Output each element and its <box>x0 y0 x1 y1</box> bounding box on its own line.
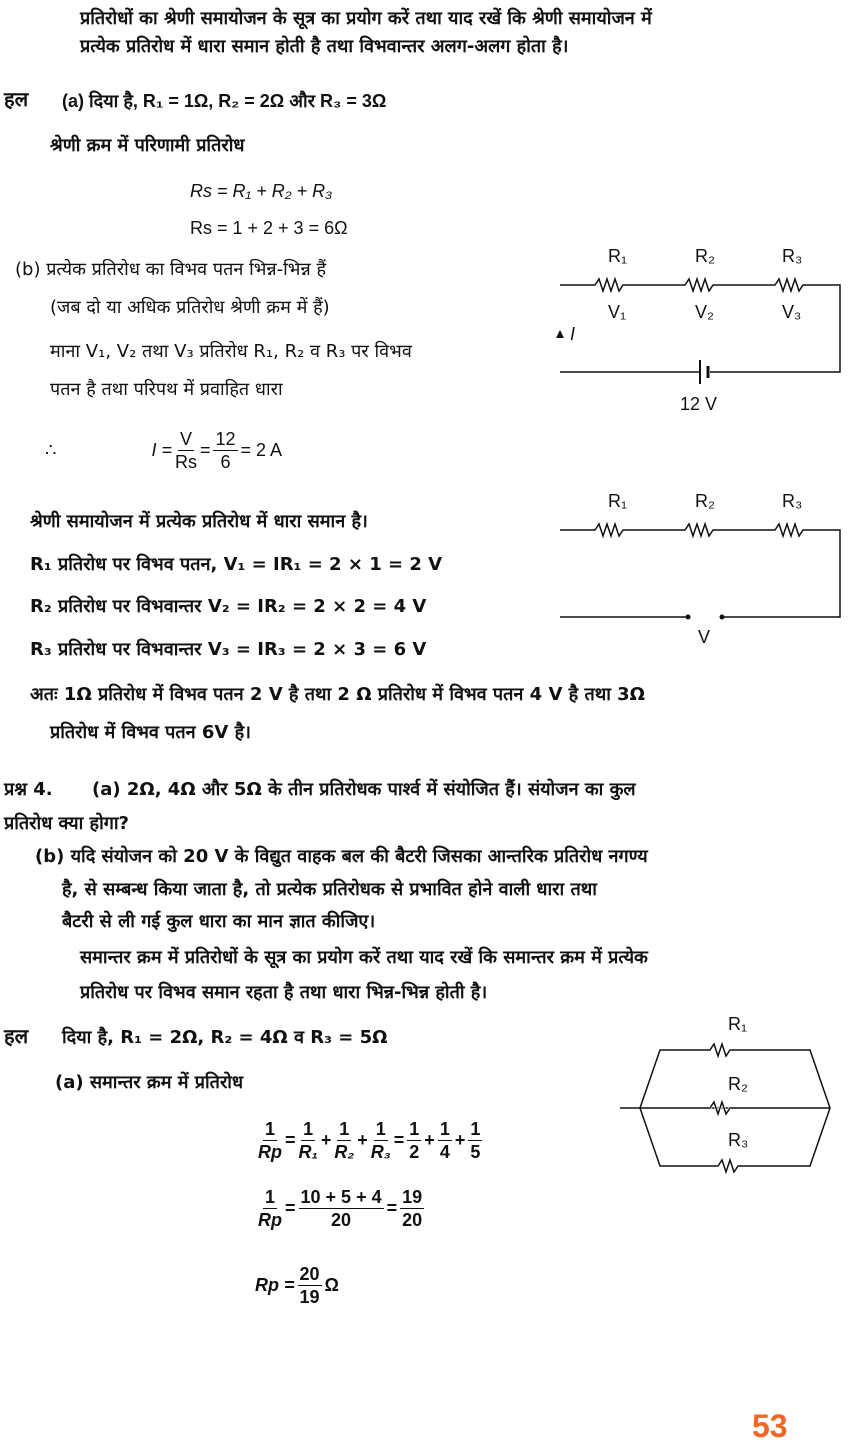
text-line: पतन है तथा परिपथ में प्रवाहित धारा <box>50 379 283 400</box>
den: Rs <box>174 451 197 472</box>
num: 1 <box>303 1118 314 1139</box>
equation: Rs = R₁ + R₂ + R₃ <box>190 181 333 201</box>
den: 20 <box>331 1209 352 1230</box>
tip-line: प्रतिरोध पर विभव समान रहता है तथा धारा भिन्न-भिन्न होती है। <box>80 982 488 1003</box>
num: 1 <box>264 1186 275 1207</box>
den: Rp <box>258 1141 282 1162</box>
lhs: I = <box>151 440 172 460</box>
question-text: बैटरी से ली गई कुल धारा का मान ज्ञात कीजिए। <box>62 911 376 932</box>
v1-line: R₁ प्रतिरोध पर विभव पतन, V₁ = IR₁ = 2 × 1 = 2 V <box>30 554 443 575</box>
r2-label: R₂ <box>695 246 715 266</box>
num: 1 <box>339 1118 350 1139</box>
equation: Rs = 1 + 2 + 3 = 6Ω <box>190 218 348 238</box>
r1-label: R₁ <box>608 246 628 266</box>
plus: + <box>357 1130 368 1150</box>
eq: = <box>199 440 211 460</box>
den: Rp <box>258 1209 282 1230</box>
given-values: दिया है, R₁ = 2Ω, R₂ = 4Ω व R₃ = 5Ω <box>62 1027 388 1048</box>
v3-line: R₃ प्रतिरोध पर विभवान्तर V₃ = IR₃ = 2 × 3 = 6 V <box>30 639 427 660</box>
text-line: माना V₁, V₂ तथा V₃ प्रतिरोध R₁, R₂ व R₃ पर विभव <box>50 341 412 362</box>
conclusion-line: प्रतिरोध में विभव पतन 6V है। <box>50 722 251 743</box>
text-line: (जब दो या अधिक प्रतिरोध श्रेणी क्रम में हैं) <box>50 297 330 318</box>
r1-label: R₁ <box>608 491 628 511</box>
num: 1 <box>439 1118 450 1139</box>
question-text: है, से सम्बन्ध किया जाता है, तो प्रत्येक प्रतिरोधक से प्रभावित होने वाली धारा तथा <box>62 879 597 900</box>
r3-label: R₃ <box>728 1130 749 1150</box>
conclusion-line: अतः 1Ω प्रतिरोध में विभव पतन 2 V है तथा 2 Ω प्रतिरोध में विभव पतन 4 V है तथा 3Ω <box>30 684 645 705</box>
question-text: (a) 2Ω, 4Ω और 5Ω के तीन प्रतिरोधक पार्श्व में संयोजित हैं। संयोजन का कुल <box>92 779 636 800</box>
r3-label: R₃ <box>782 246 803 266</box>
num: V <box>179 428 192 449</box>
voltmeter-label: V <box>698 627 711 647</box>
eq: = <box>393 1130 405 1150</box>
num: 1 <box>470 1118 481 1139</box>
text-line: (b) प्रत्येक प्रतिरोध का विभव पतन भिन्न-भिन्न हैं <box>15 259 327 280</box>
heading: श्रेणी क्रम में परिणामी प्रतिरोध <box>50 135 245 156</box>
solution-label: हल <box>4 87 29 111</box>
series-circuit-with-voltmeter <box>550 485 850 650</box>
num: 12 <box>215 428 236 449</box>
num: 1 <box>375 1118 386 1139</box>
v1-label: V₁ <box>608 302 627 322</box>
eq: = <box>285 1198 296 1218</box>
r2-label: R₂ <box>728 1074 748 1094</box>
num: 19 <box>402 1186 423 1207</box>
r3-label: R₃ <box>782 491 803 511</box>
solution-label: हल <box>4 1024 29 1048</box>
plus: + <box>424 1130 435 1150</box>
result: = 2 A <box>240 440 283 460</box>
num: 1 <box>264 1118 275 1139</box>
eq: = <box>285 1130 296 1150</box>
battery-label: 12 V <box>680 394 718 414</box>
plus: + <box>320 1130 332 1150</box>
series-circuit-with-battery <box>550 240 850 420</box>
num: 10 + 5 + 4 <box>300 1186 382 1207</box>
den: 2 <box>409 1141 420 1162</box>
eq: = <box>386 1198 398 1218</box>
den: 20 <box>402 1209 423 1230</box>
r1-label: R₁ <box>728 1014 748 1034</box>
v3-label: V₃ <box>782 302 802 322</box>
den: 4 <box>439 1141 450 1162</box>
tip-line: प्रतिरोधों का श्रेणी समायोजन के सूत्र का प्रयोग करें तथा याद रखें कि श्रेणी समायोजन में <box>80 8 652 29</box>
tip-line: प्रत्येक प्रतिरोध में धारा समान होती है तथा विभवान्तर अलग-अलग होता है। <box>80 36 569 57</box>
plus: + <box>454 1130 466 1150</box>
parallel-equation-2 <box>255 1178 427 1238</box>
r2-label: R₂ <box>695 491 715 511</box>
tip-line: समान्तर क्रम में प्रतिरोधों के सूत्र का प्रयोग करें तथा याद रखें कि समान्तर क्रम में प्रत्येक <box>80 947 648 968</box>
den: R₁ <box>298 1141 318 1162</box>
heading: (a) समान्तर क्रम में प्रतिरोध <box>55 1072 244 1093</box>
den: R₂ <box>334 1141 355 1162</box>
num: 1 <box>409 1118 420 1139</box>
num: 20 <box>299 1263 320 1284</box>
question-text: (b) यदि संयोजन को 20 V के विद्युत वाहक बल की बैटरी जिसका आन्तरिक प्रतिरोध नगण्य <box>35 846 648 867</box>
page-number: 53 <box>752 1408 788 1441</box>
den: 19 <box>299 1286 320 1307</box>
current-label: I <box>570 324 576 344</box>
parallel-circuit <box>615 1008 850 1178</box>
question-text: प्रतिरोध क्या होगा? <box>4 813 129 834</box>
text-line: श्रेणी समायोजन में प्रत्येक प्रतिरोध में धारा समान है। <box>30 511 368 532</box>
v2-line: R₂ प्रतिरोध पर विभवान्तर V₂ = IR₂ = 2 × 2 = 4 V <box>30 596 427 617</box>
den: 6 <box>220 451 231 472</box>
parallel-equation-1 <box>255 1110 485 1170</box>
parallel-result <box>255 1255 339 1315</box>
den: 5 <box>470 1141 481 1162</box>
therefore: ∴ <box>45 440 57 460</box>
den: R₃ <box>370 1141 391 1162</box>
lhs: Rp = <box>255 1275 295 1295</box>
v2-label: V₂ <box>695 302 714 322</box>
unit: Ω <box>324 1275 339 1295</box>
question-label: प्रश्न 4. <box>4 779 53 800</box>
current-equation <box>45 425 282 475</box>
given-values: (a) दिया है, R₁ = 1Ω, R₂ = 2Ω और R₃ = 3Ω <box>62 91 387 111</box>
